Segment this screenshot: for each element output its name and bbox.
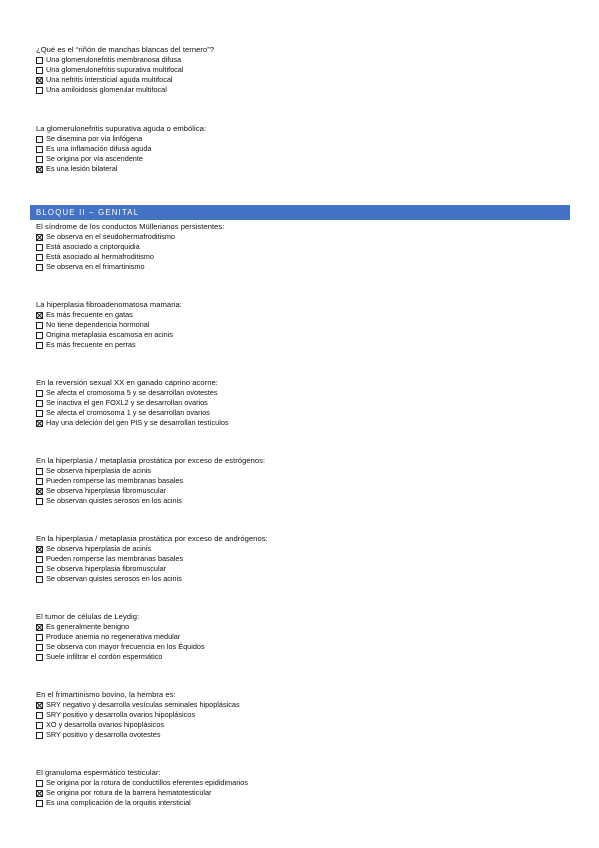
checkbox-icon[interactable] — [36, 478, 43, 485]
question-text: El tumor de células de Leydig: — [36, 612, 140, 621]
answer-option[interactable] — [36, 564, 576, 574]
answer-option-label: Se afecta el cromosoma 5 y se desarrollan ovotestes — [46, 388, 218, 397]
question-text: El síndrome de los conductos Müllerianos persistentes: — [36, 222, 225, 231]
answer-option-label: Se observan quistes serosos en los acinis — [46, 496, 182, 505]
question-text: En la hiperplasia / metaplasia prostática por exceso de estrógenos: — [36, 456, 266, 465]
answer-option[interactable] — [36, 154, 576, 164]
answer-option-label: Está asociado al hermafroditismo — [46, 252, 154, 261]
answer-option[interactable] — [36, 320, 576, 330]
question-block — [36, 768, 576, 808]
answer-option-label: Una nefritis intersticial aguda multifocal — [46, 75, 173, 84]
checked-checkbox-icon[interactable] — [36, 488, 43, 495]
answer-option-label: Se observa con mayor frecuencia en los Équidos — [46, 642, 205, 651]
answer-option-label: Se afecta el cromosoma 1 y se desarrollan ovarios — [46, 408, 210, 417]
answer-option[interactable] — [36, 632, 576, 642]
answer-option-label: Se observan quistes serosos en los acinis — [46, 574, 182, 583]
answer-option[interactable] — [36, 700, 576, 710]
checked-checkbox-icon[interactable] — [36, 312, 43, 319]
answer-option[interactable] — [36, 310, 576, 320]
checkbox-icon[interactable] — [36, 87, 43, 94]
answer-option[interactable] — [36, 340, 576, 350]
question-block — [36, 300, 576, 350]
answer-option-label: Se observa hiperplasia de acinis — [46, 544, 152, 553]
checkbox-icon[interactable] — [36, 556, 43, 563]
answer-option[interactable] — [36, 720, 576, 730]
answer-option[interactable] — [36, 554, 576, 564]
answer-option-label: Una glomerulonefritis supurativa multifocal — [46, 65, 184, 74]
answer-option[interactable] — [36, 252, 576, 262]
question-text: La glomerulonefritis supurativa aguda o embólica: — [36, 124, 207, 133]
answer-option[interactable] — [36, 476, 576, 486]
answer-option[interactable] — [36, 262, 576, 272]
answer-option[interactable] — [36, 232, 576, 242]
checkbox-icon[interactable] — [36, 390, 43, 397]
answer-option-label: Origina metaplasia escamosa en acinis — [46, 330, 173, 339]
answer-option[interactable] — [36, 242, 576, 252]
answer-option-label: Produce anemia no regenerativa medular — [46, 632, 181, 641]
question-text: En la reversión sexual XX en ganado caprino acorne: — [36, 378, 218, 387]
question-block — [36, 690, 576, 740]
checked-checkbox-icon[interactable] — [36, 702, 43, 709]
question-block — [36, 124, 576, 174]
answer-option[interactable] — [36, 398, 576, 408]
answer-option[interactable] — [36, 652, 576, 662]
answer-option-label: Una glomerulonefritis membranosa difusa — [46, 55, 182, 64]
checkbox-icon[interactable] — [36, 634, 43, 641]
answer-option-label: Se origina por la rotura de conductillos eferentes epididimarios — [46, 778, 248, 787]
checked-checkbox-icon[interactable] — [36, 420, 43, 427]
answer-option[interactable] — [36, 642, 576, 652]
answer-option-label: SRY positivo y desarrolla ovotestes — [46, 730, 161, 739]
answer-option[interactable] — [36, 778, 576, 788]
answer-option[interactable] — [36, 710, 576, 720]
checkbox-icon[interactable] — [36, 322, 43, 329]
answer-option-label: Es más frecuente en gatas — [46, 310, 133, 319]
question-text: El granuloma espermático testicular: — [36, 768, 161, 777]
checkbox-icon[interactable] — [36, 654, 43, 661]
checkbox-icon[interactable] — [36, 712, 43, 719]
question-block — [36, 612, 576, 662]
question-block — [36, 378, 576, 428]
answer-option-label: Se origina por vía ascendente — [46, 154, 143, 163]
answer-option-label: Suele infiltrar el cordón espermático — [46, 652, 163, 661]
answer-option[interactable] — [36, 408, 576, 418]
answer-option-label: Pueden romperse las membranas basales — [46, 476, 184, 485]
checked-checkbox-icon[interactable] — [36, 166, 43, 173]
answer-option-label: Se origina por rotura de la barrera hematotesticular — [46, 788, 212, 797]
answer-option[interactable] — [36, 418, 576, 428]
question-block — [36, 222, 576, 272]
answer-option[interactable] — [36, 85, 576, 95]
answer-option-label: Es generalmente benigno — [46, 622, 130, 631]
answer-option[interactable] — [36, 164, 576, 174]
checkbox-icon[interactable] — [36, 644, 43, 651]
answer-option-label: Se observa hiperplasia fibromuscular — [46, 564, 167, 573]
checkbox-icon[interactable] — [36, 57, 43, 64]
answer-option-label: Se observa en el frimartinismo — [46, 262, 145, 271]
checkbox-icon[interactable] — [36, 254, 43, 261]
answer-option-label: SRY positivo y desarrolla ovarios hipoplásicos — [46, 710, 195, 719]
answer-option[interactable] — [36, 544, 576, 554]
answer-option[interactable] — [36, 466, 576, 476]
answer-option[interactable] — [36, 574, 576, 584]
checkbox-icon[interactable] — [36, 498, 43, 505]
answer-option-label: Se observa hiperplasia de acinis — [46, 466, 152, 475]
checkbox-icon[interactable] — [36, 146, 43, 153]
answer-option-label: Se observa hiperplasia fibromuscular — [46, 486, 167, 495]
answer-option-label: No tiene dependencia hormonal — [46, 320, 150, 329]
answer-option-label: SRY negativo y desarrolla vesículas seminales hipoplásicas — [46, 700, 240, 709]
question-block — [36, 456, 576, 506]
checkbox-icon[interactable] — [36, 136, 43, 143]
answer-option-label: Pueden romperse las membranas basales — [46, 554, 184, 563]
answer-option[interactable] — [36, 388, 576, 398]
answer-option-label: Está asociado a criptorquidia — [46, 242, 140, 251]
answer-option[interactable] — [36, 730, 576, 740]
checkbox-icon[interactable] — [36, 156, 43, 163]
answer-option[interactable] — [36, 486, 576, 496]
question-block — [36, 45, 576, 95]
answer-option-label: Se disemina por vía linfógena — [46, 134, 143, 143]
answer-option[interactable] — [36, 134, 576, 144]
checkbox-icon[interactable] — [36, 468, 43, 475]
checkbox-icon[interactable] — [36, 264, 43, 271]
checked-checkbox-icon[interactable] — [36, 624, 43, 631]
answer-option-label: Es una lesión bilateral — [46, 164, 118, 173]
checkbox-icon[interactable] — [36, 722, 43, 729]
answer-option-label: Es una inflamación difusa aguda — [46, 144, 152, 153]
checkbox-icon[interactable] — [36, 800, 43, 807]
checkbox-icon[interactable] — [36, 566, 43, 573]
checkbox-icon[interactable] — [36, 732, 43, 739]
checkbox-icon[interactable] — [36, 410, 43, 417]
question-text: La hiperplasia fibroadenomatosa mamaria: — [36, 300, 182, 309]
checkbox-icon[interactable] — [36, 342, 43, 349]
question-block — [36, 534, 576, 584]
checked-checkbox-icon[interactable] — [36, 790, 43, 797]
answer-option-label: Hay una deleción del gen PIS y se desarrollan testículos — [46, 418, 229, 427]
checkbox-icon[interactable] — [36, 244, 43, 251]
checked-checkbox-icon[interactable] — [36, 77, 43, 84]
answer-option-label: Es más frecuente en perras — [46, 340, 136, 349]
answer-option[interactable] — [36, 55, 576, 65]
question-text: En el frimartinismo bovino, la hembra es: — [36, 690, 176, 699]
checkbox-icon[interactable] — [36, 780, 43, 787]
checked-checkbox-icon[interactable] — [36, 546, 43, 553]
checkbox-icon[interactable] — [36, 332, 43, 339]
question-text: ¿Qué es el “riñón de manchas blancas del ternero”? — [36, 45, 215, 54]
answer-option[interactable] — [36, 75, 576, 85]
answer-option-label: Es una complicación de la orquitis intersticial — [46, 798, 191, 807]
checked-checkbox-icon[interactable] — [36, 234, 43, 241]
answer-option-label: Se observa en el seudohermafroditismo — [46, 232, 175, 241]
checkbox-icon[interactable] — [36, 67, 43, 74]
question-text: En la hiperplasia / metaplasia prostática por exceso de andrógenos: — [36, 534, 268, 543]
answer-option[interactable] — [36, 144, 576, 154]
checkbox-icon[interactable] — [36, 400, 43, 407]
answer-option-label: Se inactiva el gen FOXL2 y se desarrollan ovarios — [46, 398, 208, 407]
answer-option[interactable] — [36, 65, 576, 75]
answer-option-label: Una amiloidosis glomerular multifocal — [46, 85, 167, 94]
answer-option-label: XO y desarrolla ovarios hipoplásicos — [46, 720, 165, 729]
answer-option[interactable] — [36, 496, 576, 506]
answer-option[interactable] — [36, 798, 576, 808]
section-header-genital: BLOQUE II – GENITAL — [30, 205, 570, 220]
answer-option[interactable] — [36, 330, 576, 340]
answer-option[interactable] — [36, 622, 576, 632]
answer-option[interactable] — [36, 788, 576, 798]
checkbox-icon[interactable] — [36, 576, 43, 583]
